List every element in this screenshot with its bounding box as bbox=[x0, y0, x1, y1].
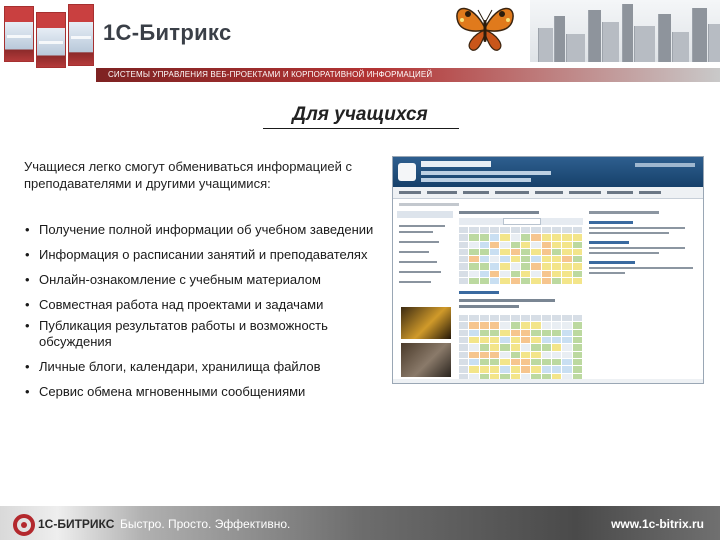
schedule-cell bbox=[469, 234, 478, 240]
schedule-cell bbox=[562, 256, 571, 262]
schedule-cell bbox=[552, 352, 561, 358]
schedule-cell bbox=[511, 352, 520, 358]
schedule-cell bbox=[521, 352, 530, 358]
schedule-cell bbox=[573, 242, 582, 248]
schedule-cell bbox=[573, 315, 582, 321]
schedule-cell bbox=[542, 227, 551, 233]
schedule-cell bbox=[469, 263, 478, 269]
schedule-cell bbox=[490, 344, 499, 350]
schedule-cell bbox=[469, 242, 478, 248]
schedule-cell bbox=[542, 278, 551, 284]
schedule-cell bbox=[531, 234, 540, 240]
schedule-cell bbox=[511, 242, 520, 248]
schedule-cell bbox=[459, 227, 468, 233]
schedule-cell bbox=[490, 263, 499, 269]
portal-screenshot-header bbox=[393, 157, 703, 187]
schedule-cell bbox=[480, 344, 489, 350]
schedule-cell bbox=[552, 242, 561, 248]
schedule-cell bbox=[480, 234, 489, 240]
footer-logo-text: 1С-БИТРИКС bbox=[38, 517, 115, 531]
schedule-cell bbox=[521, 271, 530, 277]
schedule-cell bbox=[552, 315, 561, 321]
schedule-cell bbox=[459, 359, 468, 365]
schedule-cell bbox=[500, 271, 509, 277]
schedule-cell bbox=[490, 271, 499, 277]
schedule-cell bbox=[542, 352, 551, 358]
schedule-cell bbox=[490, 227, 499, 233]
schedule-cell bbox=[552, 366, 561, 372]
schedule-cell bbox=[480, 337, 489, 343]
schedule-cell bbox=[469, 249, 478, 255]
schedule-cell bbox=[490, 359, 499, 365]
schedule-cell bbox=[531, 366, 540, 372]
butterfly-image bbox=[450, 0, 520, 54]
schedule-cell bbox=[521, 344, 530, 350]
feature-list bbox=[24, 222, 374, 400]
schedule-cell bbox=[459, 249, 468, 255]
schedule-cell bbox=[542, 344, 551, 350]
schedule-cell bbox=[552, 337, 561, 343]
schedule-cell bbox=[573, 359, 582, 365]
schedule-cell bbox=[542, 249, 551, 255]
schedule-cell bbox=[469, 359, 478, 365]
schedule-cell bbox=[469, 366, 478, 372]
schedule-cell bbox=[490, 242, 499, 248]
schedule-cell bbox=[552, 249, 561, 255]
brand-logo-text: 1С-Битрикс bbox=[103, 20, 232, 45]
schedule-cell bbox=[511, 315, 520, 321]
schedule-cell bbox=[521, 330, 530, 336]
schedule-cell bbox=[511, 337, 520, 343]
schedule-cell bbox=[511, 227, 520, 233]
portal-screenshot-news bbox=[589, 211, 699, 361]
schedule-cell bbox=[480, 227, 489, 233]
schedule-cell bbox=[573, 263, 582, 269]
list-item: • Сервис обмена мгновенными сообщениями bbox=[24, 384, 374, 400]
schedule-cell bbox=[469, 227, 478, 233]
intro-text: Учащиеся легко смогут обмениваться информацией с преподавателями и другими учащимися: bbox=[24, 159, 352, 191]
bitrix-logo-icon bbox=[13, 514, 35, 536]
schedule-cell bbox=[469, 352, 478, 358]
schedule-cell bbox=[459, 278, 468, 284]
schedule-cell bbox=[469, 337, 478, 343]
schedule-cell bbox=[459, 352, 468, 358]
schedule-cell bbox=[511, 234, 520, 240]
schedule-cell bbox=[469, 271, 478, 277]
schedule-cell bbox=[531, 344, 540, 350]
schedule-cell bbox=[552, 263, 561, 269]
schedule-cell bbox=[573, 322, 582, 328]
schedule-cell bbox=[500, 359, 509, 365]
schedule-grid bbox=[459, 227, 583, 285]
schedule-cell bbox=[490, 366, 499, 372]
schedule-cell bbox=[521, 256, 530, 262]
schedule-cell bbox=[511, 271, 520, 277]
header bbox=[0, 0, 720, 92]
schedule-cell bbox=[552, 271, 561, 277]
schedule-cell bbox=[490, 322, 499, 328]
student-photo-image bbox=[401, 307, 451, 339]
schedule-cell bbox=[500, 234, 509, 240]
schedule-cell bbox=[521, 337, 530, 343]
schedule-cell bbox=[500, 322, 509, 328]
schedule-cell bbox=[542, 234, 551, 240]
student-photo-image bbox=[401, 343, 451, 377]
schedule-cell bbox=[531, 315, 540, 321]
schedule-cell bbox=[542, 315, 551, 321]
schedule-cell bbox=[521, 234, 530, 240]
schedule-cell bbox=[459, 263, 468, 269]
schedule-cell bbox=[500, 263, 509, 269]
schedule-cell bbox=[531, 256, 540, 262]
schedule-cell bbox=[480, 242, 489, 248]
schedule-cell bbox=[469, 315, 478, 321]
schedule-cell bbox=[542, 366, 551, 372]
schedule-cell bbox=[552, 330, 561, 336]
schedule-cell bbox=[521, 359, 530, 365]
list-item: • Совместная работа над проектами и задачами bbox=[24, 297, 374, 313]
schedule-cell bbox=[469, 344, 478, 350]
schedule-cell bbox=[521, 366, 530, 372]
schedule-cell bbox=[573, 227, 582, 233]
schedule-cell bbox=[459, 344, 468, 350]
schedule-cell bbox=[480, 271, 489, 277]
schedule-cell bbox=[562, 249, 571, 255]
schedule-cell bbox=[521, 278, 530, 284]
schedule-cell bbox=[480, 278, 489, 284]
schedule-cell bbox=[500, 352, 509, 358]
schedule-cell bbox=[490, 330, 499, 336]
footer bbox=[0, 506, 720, 540]
schedule-cell bbox=[573, 366, 582, 372]
schedule-cell bbox=[573, 234, 582, 240]
portal-screenshot-sidebar bbox=[397, 211, 453, 381]
portal-screenshot-schedule bbox=[459, 211, 583, 383]
schedule-cell bbox=[459, 366, 468, 372]
schedule-cell bbox=[469, 322, 478, 328]
schedule-cell bbox=[480, 352, 489, 358]
schedule-cell bbox=[459, 330, 468, 336]
schedule-cell bbox=[490, 352, 499, 358]
schedule-cell bbox=[521, 227, 530, 233]
schedule-cell bbox=[480, 322, 489, 328]
schedule-cell bbox=[562, 271, 571, 277]
schedule-cell bbox=[490, 337, 499, 343]
schedule-cell bbox=[573, 271, 582, 277]
schedule-cell bbox=[521, 315, 530, 321]
schedule-cell bbox=[552, 278, 561, 284]
schedule-cell bbox=[459, 242, 468, 248]
list-item: • Публикация результатов работы и возможность обсуждения bbox=[24, 318, 374, 350]
schedule-cell bbox=[480, 263, 489, 269]
schedule-cell bbox=[562, 330, 571, 336]
schedule-cell bbox=[542, 330, 551, 336]
schedule-grid bbox=[459, 315, 583, 381]
list-item: • Личные блоги, календари, хранилища файлов bbox=[24, 359, 374, 375]
schedule-cell bbox=[511, 249, 520, 255]
schedule-cell bbox=[500, 315, 509, 321]
schedule-cell bbox=[511, 278, 520, 284]
schedule-cell bbox=[552, 227, 561, 233]
schedule-cell bbox=[562, 352, 571, 358]
schedule-cell bbox=[542, 271, 551, 277]
schedule-cell bbox=[469, 256, 478, 262]
schedule-cell bbox=[500, 344, 509, 350]
schedule-cell bbox=[490, 234, 499, 240]
schedule-cell bbox=[542, 322, 551, 328]
schedule-cell bbox=[521, 322, 530, 328]
schedule-cell bbox=[490, 278, 499, 284]
schedule-cell bbox=[480, 366, 489, 372]
schedule-cell bbox=[562, 344, 571, 350]
schedule-cell bbox=[459, 271, 468, 277]
schedule-cell bbox=[562, 337, 571, 343]
schedule-cell bbox=[542, 263, 551, 269]
schedule-cell bbox=[480, 359, 489, 365]
schedule-cell bbox=[459, 234, 468, 240]
schedule-cell bbox=[459, 322, 468, 328]
schedule-cell bbox=[552, 234, 561, 240]
portal-screenshot-nav bbox=[393, 187, 703, 199]
schedule-cell bbox=[521, 249, 530, 255]
schedule-cell bbox=[531, 227, 540, 233]
schedule-cell bbox=[500, 337, 509, 343]
schedule-cell bbox=[562, 263, 571, 269]
schedule-cell bbox=[542, 359, 551, 365]
schedule-cell bbox=[469, 278, 478, 284]
schedule-cell bbox=[573, 344, 582, 350]
schedule-cell bbox=[490, 315, 499, 321]
schedule-cell bbox=[511, 322, 520, 328]
tagline: СИСТЕМЫ УПРАВЛЕНИЯ ВЕБ-ПРОЕКТАМИ И КОРПОРАТИВНОЙ ИНФОРМАЦИЕЙ bbox=[108, 70, 433, 79]
schedule-cell bbox=[531, 330, 540, 336]
list-item: • Онлайн-ознакомление с учебным материалом bbox=[24, 272, 374, 288]
portal-screenshot-image bbox=[392, 156, 704, 384]
schedule-cell bbox=[562, 227, 571, 233]
schedule-cell bbox=[552, 359, 561, 365]
schedule-cell bbox=[562, 278, 571, 284]
schedule-cell bbox=[542, 242, 551, 248]
schedule-cell bbox=[562, 315, 571, 321]
schedule-cell bbox=[552, 344, 561, 350]
schedule-cell bbox=[511, 263, 520, 269]
schedule-cell bbox=[500, 227, 509, 233]
schedule-cell bbox=[490, 256, 499, 262]
schedule-cell bbox=[500, 330, 509, 336]
schedule-cell bbox=[531, 337, 540, 343]
schedule-cell bbox=[542, 256, 551, 262]
schedule-cell bbox=[552, 256, 561, 262]
city-skyline-image bbox=[530, 0, 720, 62]
schedule-cell bbox=[573, 249, 582, 255]
title-underline bbox=[263, 128, 459, 129]
schedule-cell bbox=[531, 278, 540, 284]
schedule-cell bbox=[531, 271, 540, 277]
schedule-cell bbox=[459, 256, 468, 262]
schedule-cell bbox=[480, 249, 489, 255]
schedule-cell bbox=[511, 256, 520, 262]
schedule-cell bbox=[459, 315, 468, 321]
schedule-cell bbox=[469, 330, 478, 336]
schedule-cell bbox=[511, 344, 520, 350]
schedule-cell bbox=[573, 352, 582, 358]
schedule-cell bbox=[490, 249, 499, 255]
schedule-cell bbox=[521, 242, 530, 248]
schedule-cell bbox=[480, 330, 489, 336]
schedule-cell bbox=[573, 337, 582, 343]
schedule-cell bbox=[562, 322, 571, 328]
schedule-cell bbox=[573, 330, 582, 336]
schedule-cell bbox=[500, 278, 509, 284]
schedule-cell bbox=[500, 256, 509, 262]
slide-title: Для учащихся bbox=[292, 104, 428, 125]
schedule-cell bbox=[480, 256, 489, 262]
list-item: • Информация о расписании занятий и преподавателях bbox=[24, 247, 374, 263]
footer-slogan: Быстро. Просто. Эффективно. bbox=[120, 517, 291, 531]
schedule-cell bbox=[531, 352, 540, 358]
product-boxes-image bbox=[0, 0, 98, 74]
schedule-cell bbox=[511, 366, 520, 372]
schedule-cell bbox=[542, 337, 551, 343]
schedule-cell bbox=[500, 242, 509, 248]
schedule-cell bbox=[552, 322, 561, 328]
schedule-cell bbox=[511, 359, 520, 365]
schedule-cell bbox=[531, 322, 540, 328]
list-item: • Получение полной информации об учебном заведении bbox=[24, 222, 374, 238]
schedule-cell bbox=[500, 366, 509, 372]
schedule-cell bbox=[573, 256, 582, 262]
schedule-cell bbox=[562, 242, 571, 248]
schedule-cell bbox=[531, 263, 540, 269]
schedule-cell bbox=[531, 359, 540, 365]
schedule-cell bbox=[511, 330, 520, 336]
schedule-cell bbox=[531, 242, 540, 248]
schedule-cell bbox=[459, 337, 468, 343]
schedule-cell bbox=[480, 315, 489, 321]
footer-url: www.1c-bitrix.ru bbox=[611, 517, 704, 531]
schedule-cell bbox=[500, 249, 509, 255]
schedule-cell bbox=[531, 249, 540, 255]
schedule-cell bbox=[521, 263, 530, 269]
schedule-cell bbox=[562, 366, 571, 372]
schedule-cell bbox=[573, 278, 582, 284]
schedule-cell bbox=[562, 359, 571, 365]
schedule-cell bbox=[562, 234, 571, 240]
